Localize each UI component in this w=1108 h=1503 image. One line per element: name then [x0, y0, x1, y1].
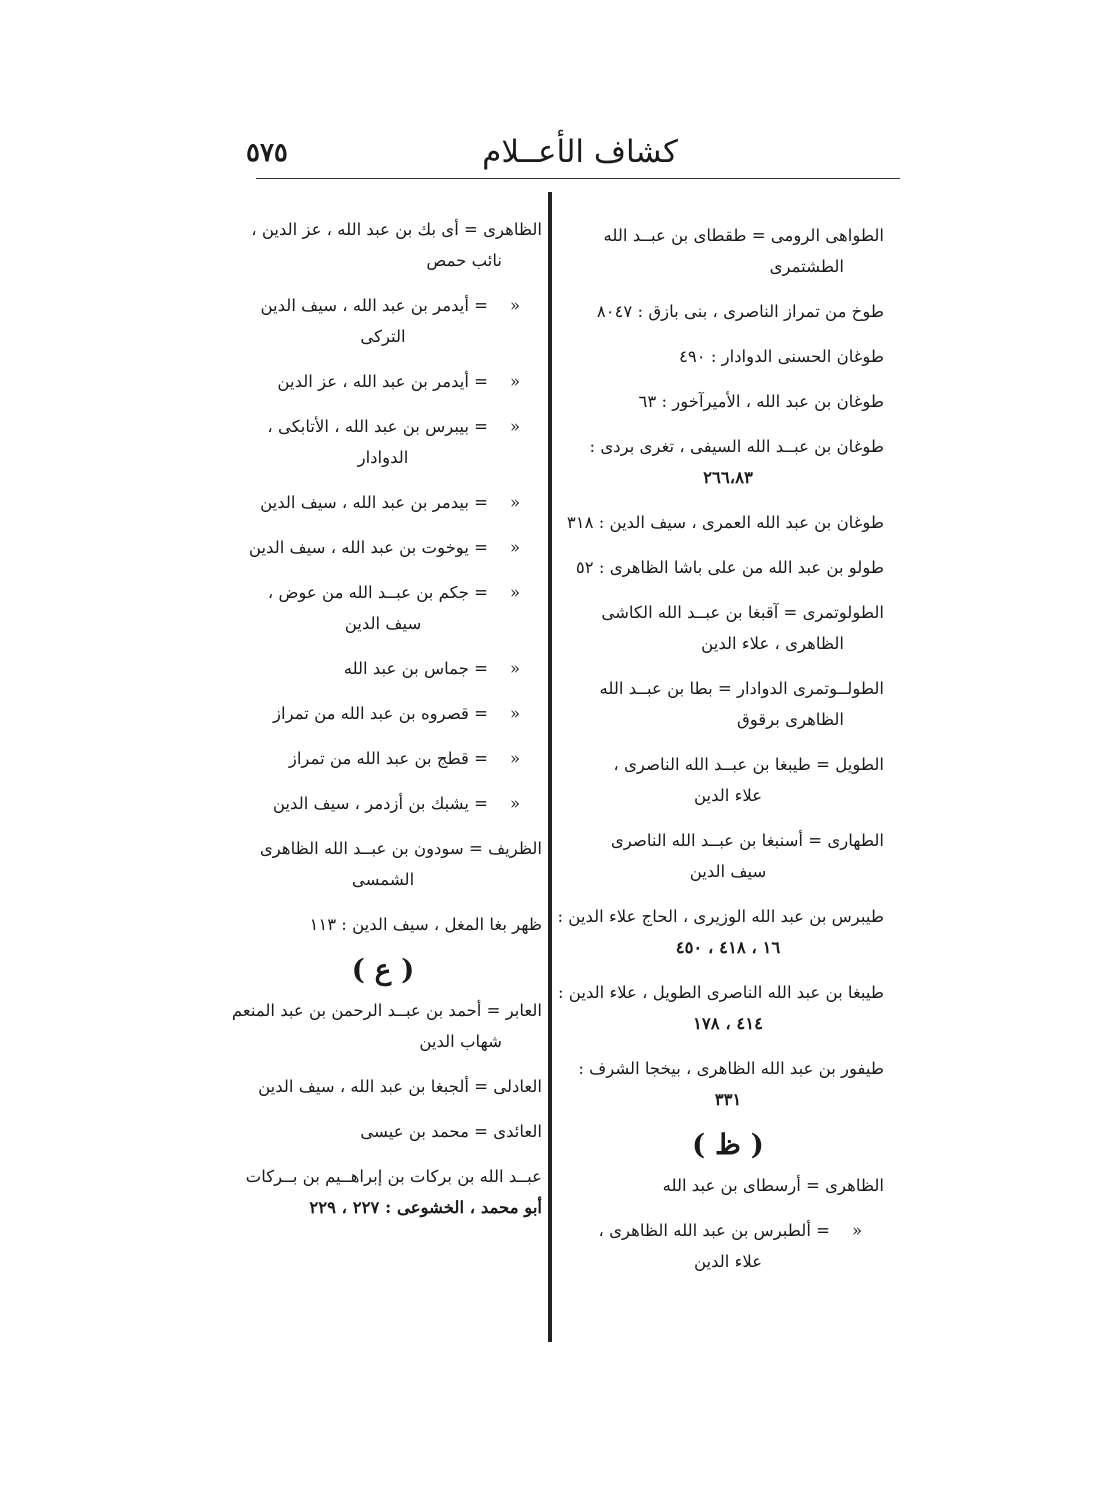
index-entry	[224, 411, 542, 473]
entry-line: العائدى = محمد بن عيسى	[360, 1122, 542, 1141]
index-entry	[224, 1071, 542, 1102]
entry-line: طيفور بن عبد الله الظاهرى ، بيخجا الشرف :	[578, 1059, 884, 1078]
index-entry	[224, 487, 542, 518]
index-entry	[572, 673, 884, 735]
entry-line: طولو بن عبد الله من على باشا الظاهرى : ٥٢	[575, 558, 884, 577]
entry-line: العابر = أحمد بن عبــد الرحمن بن عبد المنعم	[231, 1001, 542, 1020]
entry-line: طيبغا بن عبد الله الناصرى الطويل ، علاء الدين :	[557, 983, 884, 1002]
index-entry	[566, 507, 884, 538]
ditto-mark: «	[509, 583, 521, 602]
ditto-mark: «	[509, 493, 521, 512]
entry-line: طيبرس بن عبد الله الوزيرى ، الحاج علاء الدين :	[557, 907, 884, 926]
index-entry	[224, 698, 542, 729]
entry-line: الطولــوتمرى الدوادار = بطا بن عبــد الله	[599, 679, 884, 698]
entry-line: = بيبرس بن عبد الله ، الأتابكى ،	[267, 417, 488, 436]
entry-line: طوخ من تمراز الناصرى ، بنى بازق : ٨٠٤٧	[596, 302, 884, 321]
entry-continuation: نائب حمص	[426, 251, 502, 270]
left-column	[224, 214, 542, 1237]
index-entry	[572, 1170, 884, 1201]
ditto-mark: «	[509, 749, 521, 768]
entry-continuation: الطشتمرى	[769, 257, 844, 276]
entry-continuation: علاء الدين	[693, 1252, 763, 1271]
entry-line: ظهر بغا المغل ، سيف الدين : ١١٣	[309, 915, 542, 934]
ditto-mark: «	[509, 704, 521, 723]
entry-line: الطواهى الرومى = طقطاى بن عبــد الله	[603, 226, 884, 245]
entry-line: = بيدمر بن عبد الله ، سيف الدين	[260, 493, 488, 512]
index-entry	[224, 909, 542, 940]
entry-line: = قصروه بن عبد الله من تمراز	[273, 704, 488, 723]
entry-continuation: الدوادار	[357, 448, 409, 467]
ditto-mark: «	[509, 659, 521, 678]
entry-line: الطولوتمرى = آقبغا بن عبــد الله الكاشى	[601, 603, 884, 622]
entry-line: طوغان بن عبد الله العمرى ، سيف الدين : ٣١٨	[566, 513, 884, 532]
index-entry	[224, 532, 542, 563]
index-entry	[224, 1116, 542, 1147]
ditto-mark: «	[509, 372, 521, 391]
entry-continuation: الشمسى	[351, 870, 415, 889]
entry-page-refs: ٤١٤ ، ١٧٨	[692, 1014, 763, 1033]
entry-continuation: شهاب الدين	[419, 1032, 502, 1051]
entry-line: = أيدمر بن عبد الله ، عز الدين	[277, 372, 488, 391]
index-entry	[572, 597, 884, 659]
entry-continuation: التركى	[360, 327, 406, 346]
index-entry	[224, 995, 542, 1057]
entry-line: = يوخوت بن عبد الله ، سيف الدين	[248, 538, 488, 557]
ditto-mark: «	[509, 296, 521, 315]
entry-line: الظاهرى = أرسطاى بن عبد الله	[662, 1176, 884, 1195]
entry-line: = أيدمر بن عبد الله ، سيف الدين	[260, 296, 488, 315]
ditto-mark: «	[509, 538, 521, 557]
entry-page-refs: ٢٦٦،٨٣	[703, 468, 753, 487]
entry-page-refs: ٣٣١	[714, 1090, 742, 1109]
ditto-mark: «	[851, 1221, 863, 1240]
index-entry	[224, 653, 542, 684]
entry-line: = يشبك بن أزدمر ، سيف الدين	[272, 794, 488, 813]
index-entry	[224, 366, 542, 397]
entry-continuation: الظاهرى ، علاء الدين	[701, 634, 844, 653]
entry-line: = جماس بن عبد الله	[343, 659, 488, 678]
index-entry	[224, 214, 542, 276]
entry-line: طوغان بن عبد الله ، الأميرآخور : ٦٣	[638, 392, 884, 411]
entry-line: = قطج بن عبد الله من تمراز	[288, 749, 488, 768]
ditto-mark: «	[509, 794, 521, 813]
entry-line: طوغان الحسنى الدوادار : ٤٩٠	[679, 347, 884, 366]
entry-line: = ألطبرس بن عبد الله الظاهرى ،	[598, 1221, 830, 1240]
index-entry	[224, 1161, 542, 1223]
index-entry	[572, 1053, 884, 1115]
index-entry	[572, 220, 884, 282]
index-entry	[572, 386, 884, 417]
index-entry	[572, 749, 884, 811]
header-rule	[256, 178, 900, 179]
index-entry	[572, 431, 884, 493]
entry-line: طوغان بن عبــد الله السيفى ، تغرى بردى :	[589, 437, 884, 456]
entry-continuation: الظاهرى برقوق	[736, 710, 844, 729]
index-entry	[572, 1215, 884, 1277]
right-column	[557, 220, 884, 1291]
index-entry	[572, 552, 884, 583]
section-heading-ain: ( ع )	[351, 953, 415, 986]
page-number: ٥٧٥	[246, 138, 288, 168]
index-entry	[572, 296, 884, 327]
entry-line: العادلى = ألجبغا بن عبد الله ، سيف الدين	[258, 1077, 542, 1096]
column-divider	[548, 192, 552, 1342]
index-entry	[572, 341, 884, 372]
entry-line: الطهارى = أسنبغا بن عبــد الله الناصرى	[610, 831, 884, 850]
entry-line: الظاهرى = أى بك بن عبد الله ، عز الدين ،	[251, 220, 542, 239]
index-entry	[557, 901, 884, 963]
index-entry	[224, 577, 542, 639]
index-entry	[224, 788, 542, 819]
index-entry	[557, 977, 884, 1039]
page-title: كشاف الأعــلام	[482, 134, 678, 170]
index-entry	[224, 833, 542, 895]
index-entry	[572, 825, 884, 887]
entry-page-refs: أبو محمد ، الخشوعى : ٢٢٧ ، ٢٢٩	[309, 1198, 542, 1217]
entry-line: الطويل = طيبغا بن عبــد الله الناصرى ،	[613, 755, 884, 774]
entry-continuation: سيف الدين	[689, 862, 767, 881]
index-entry	[224, 743, 542, 774]
entry-line: عبــد الله بن بركات بن إبراهــيم بن بــركات	[245, 1167, 542, 1186]
ditto-mark: «	[509, 417, 521, 436]
entry-line: الظريف = سودون بن عبــد الله الظاهرى	[259, 839, 542, 858]
section-heading-za: ( ظ )	[692, 1128, 764, 1161]
entry-continuation: سيف الدين	[344, 614, 422, 633]
entry-continuation: علاء الدين	[693, 786, 763, 805]
entry-line: = جكم بن عبــد الله من عوض ،	[267, 583, 488, 602]
entry-page-refs: ١٦ ، ٤١٨ ، ٤٥٠	[675, 938, 781, 957]
index-entry	[224, 290, 542, 352]
